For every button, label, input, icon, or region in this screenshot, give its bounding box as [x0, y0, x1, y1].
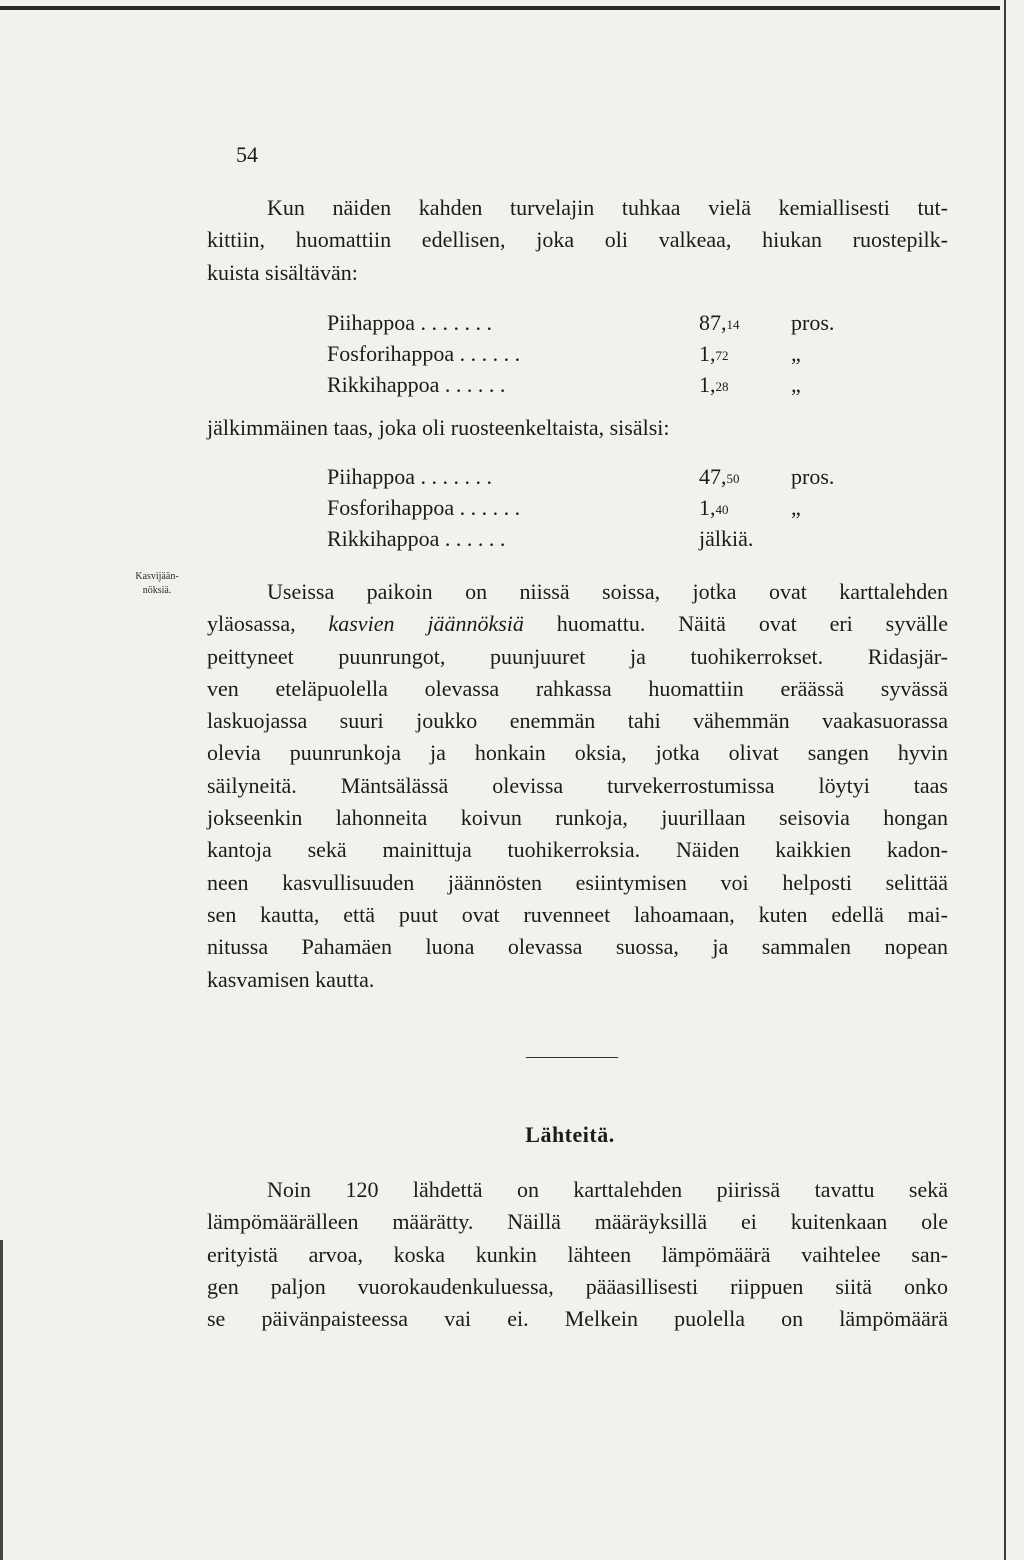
component-unit: pros.	[791, 310, 835, 335]
component-name: Fosforihappoa . . . . . .	[327, 341, 521, 366]
marginal-note-line: nöksiä.	[142, 585, 172, 596]
component-value: jälkiä.	[699, 526, 754, 551]
component-value: $87,_{14}$	[699, 310, 740, 335]
text-line: peittyneet puunrungot, puunjuuret ja tuohikerrokset. Ridasjär-	[207, 643, 948, 669]
component-name: Fosforihappoa . . . . . .	[327, 495, 521, 520]
marginal-note	[118, 570, 196, 598]
component-name: Piihappoa . . . . . . .	[327, 464, 492, 489]
component-value: $1,_{28}$	[699, 372, 729, 397]
text-line: neen kasvullisuuden jäännösten esiintymisen voi helposti selittää	[207, 869, 948, 895]
left-edge-mark	[0, 1240, 3, 1560]
text-line: Kun näiden kahden turvelajin tuhkaa vielä kemiallisesti tut-	[267, 195, 948, 220]
right-border	[1004, 0, 1006, 1560]
text-line: gen paljon vuorokaudenkuluessa, pääasillisesti riippuen siitä onko	[207, 1273, 948, 1299]
text-line: Useissa paikoin on niissä soissa, jotka ovat karttalehden	[267, 579, 948, 604]
text-line: säilyneitä. Mäntsälässä olevissa turvekerrostumissa löytyi taas	[207, 772, 948, 798]
text-line: nitussa Pahamäen luona olevassa suossa, ja sammalen nopean	[207, 934, 948, 960]
text-line: sen kautta, että puut ovat ruvenneet lahoamaan, kuten edellä mai-	[207, 901, 948, 927]
section-divider	[526, 1057, 618, 1058]
text-line: kasvamisen kautta.	[207, 966, 375, 992]
emphasis: kasvien jäännöksiä	[328, 611, 524, 637]
text-line: jälkimmäinen taas, joka oli ruosteenkeltaista, sisälsi:	[207, 415, 670, 440]
text-line: lämpömäärälleen määrätty. Näillä määräyksillä ei kuitenkaan ole	[207, 1209, 948, 1235]
component-name: Piihappoa . . . . . . .	[327, 310, 492, 335]
springs-paragraph	[207, 1174, 948, 1335]
top-border	[0, 6, 1000, 10]
component-value: $1,_{72}$	[699, 341, 729, 366]
text-line: olevia puunrunkoja ja honkain oksia, jotka olivat sangen hyvin	[207, 740, 948, 766]
text-line: kittiin, huomattiin edellisen, joka oli valkeaa, hiukan ruostepilk-	[207, 227, 948, 253]
text-line: kantoja sekä mainittuja tuohikerroksia. Näiden kaikkien kadon-	[207, 837, 948, 863]
component-unit: „	[791, 372, 801, 397]
text-line: erityistä arvoa, koska kunkin lähteen lämpömäärä vaihtelee san-	[207, 1241, 948, 1267]
component-name: Rikkihappoa . . . . . .	[327, 526, 506, 551]
component-unit: „	[791, 495, 801, 520]
text-line: laskuojassa suuri joukko enemmän tahi vähemmän vaakasuorassa	[207, 708, 948, 734]
component-unit: „	[791, 341, 801, 366]
page-number: 54	[236, 142, 258, 167]
remains-paragraph	[207, 576, 948, 996]
text-line: Noin 120 lähdettä on karttalehden piirissä tavattu sekä	[267, 1177, 948, 1202]
component-unit: pros.	[791, 464, 835, 489]
middle-paragraph	[207, 412, 948, 444]
text-line: yläosassa, kasvien jäännöksiä huomattu. Näitä ovat eri syvälle	[207, 611, 948, 637]
component-value: $1,_{40}$	[699, 495, 729, 520]
component-value: $47,_{50}$	[699, 464, 740, 489]
marginal-note-line: Kasvijään-	[135, 571, 179, 582]
component-name: Rikkihappoa . . . . . .	[327, 372, 506, 397]
text-line: kuista sisältävän:	[207, 259, 358, 285]
text-line: se päivänpaisteessa vai ei. Melkein puolella on lämpömäärä	[207, 1306, 948, 1332]
section-heading: Lähteitä.	[525, 1122, 615, 1147]
intro-paragraph	[207, 192, 948, 289]
text-line: jokseenkin lahonneita koivun runkoja, juurillaan seisovia hongan	[207, 805, 948, 831]
text-line: ven eteläpuolella olevassa rahkassa huomattiin eräässä syvässä	[207, 675, 948, 701]
